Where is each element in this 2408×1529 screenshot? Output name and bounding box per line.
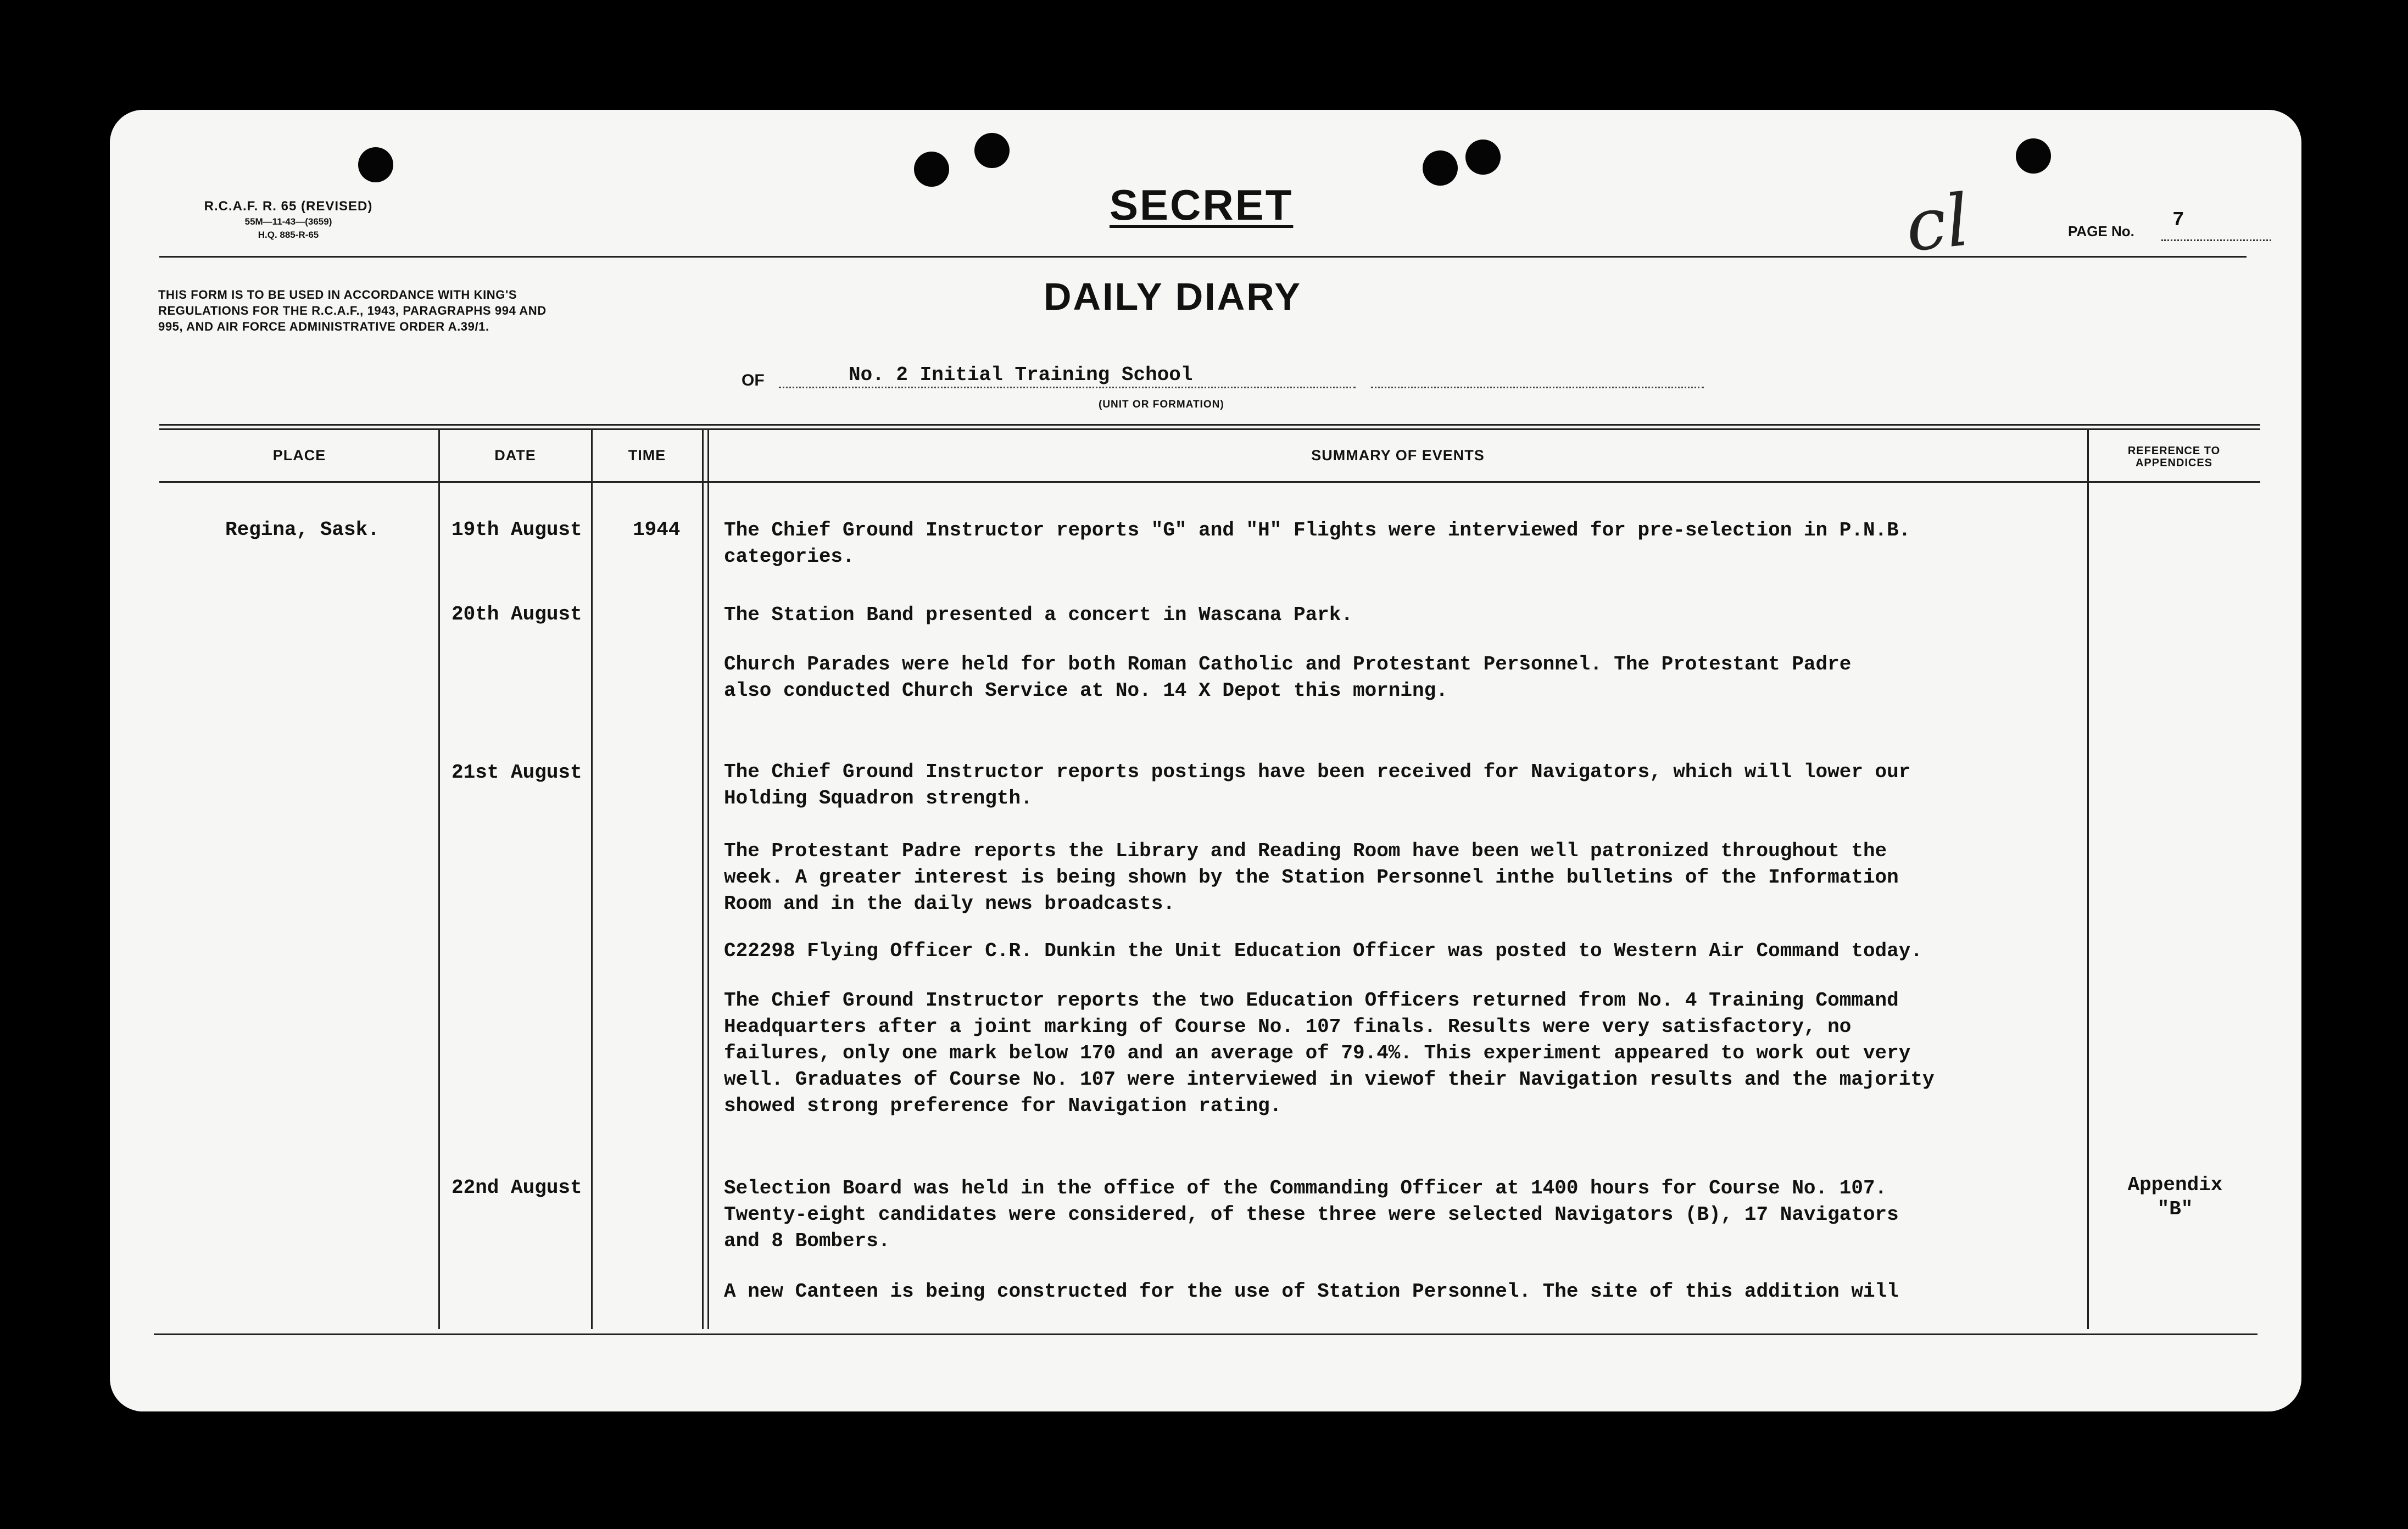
diary-entry: Church Parades were held for both Roman Catholic and Protestant Personnel. The Protestant Padre also conducted Church Service at No. 14 X Depot this morning. xyxy=(724,653,1852,702)
date-cell: 20th August xyxy=(452,603,582,626)
column-header-date: DATE xyxy=(494,447,536,464)
diary-sheet xyxy=(110,110,2301,1411)
page-number-label: PAGE No. xyxy=(2068,223,2134,239)
regulations-note: THIS FORM IS TO BE USED IN ACCORDANCE WITH KING'S REGULATIONS FOR THE R.C.A.F., 1943, PARAGRAPHS 994 AND 995, AND AIR FORCE ADMINISTRATIVE ORDER A.39/1. xyxy=(158,288,547,333)
unit-line xyxy=(779,387,1356,388)
appendix-reference xyxy=(2093,1173,2258,1221)
column-header-time: TIME xyxy=(628,447,666,464)
unit-caption: (UNIT OR FORMATION) xyxy=(1099,399,1224,410)
unit-line-extension xyxy=(1371,387,1704,388)
time-cell: 1944 xyxy=(633,518,681,541)
diary-entry: The Chief Ground Instructor reports "G" and "H" Flights were interviewed for pre-selection in P.N.B. categories. xyxy=(724,519,1911,568)
column-header-place: PLACE xyxy=(272,447,326,464)
table-top-rule xyxy=(159,424,2260,426)
page-number: 7 xyxy=(2172,209,2184,231)
diary-entry: Selection Board was held in the office of the Commanding Officer at 1400 hours for Course No. 107. Twenty-eight candidates were considered, of these three were selected Navigators (B), 17 Navigators and 8 Bombers. xyxy=(724,1177,1899,1252)
diary-entry: The Chief Ground Instructor reports the two Education Officers returned from No. 4 Training Command Headquarters after a joint marking of Course No. 107 finals. Results were very satisfactory, no failures, only one mark below 170 and an average of 79.4%. This experiment appeared to work out very well. Graduates of Course No. 107 were interviewed in viewof their Navigation results and the majority showed strong preference for Navigation rating. xyxy=(724,989,1935,1117)
punch-hole xyxy=(914,152,949,187)
page-number-line xyxy=(2161,239,2271,241)
punch-hole xyxy=(358,147,393,182)
table-top-rule-inner xyxy=(159,428,2260,430)
table-header-rule xyxy=(159,481,2260,483)
hq-code: H.Q. 885-R-65 xyxy=(258,230,319,240)
diary-entry: C22298 Flying Officer C.R. Dunkin the Unit Education Officer was posted to Western Air Command today. xyxy=(724,940,1922,962)
punch-hole xyxy=(1423,150,1458,186)
page-title: DAILY DIARY xyxy=(1044,275,1302,318)
table-bottom-rule xyxy=(154,1333,2258,1335)
punch-hole xyxy=(1465,139,1501,175)
column-divider xyxy=(591,428,593,1329)
appendix-value: "B" xyxy=(2157,1198,2193,1220)
diary-entry: The Protestant Padre reports the Library and Reading Room have been well patronized throughout the week. A greater interest is being shown by the Station Personnel inthe bulletins of the Information Room and in the daily news broadcasts. xyxy=(724,840,1899,915)
place-cell: Regina, Sask. xyxy=(225,518,380,541)
date-cell: 19th August xyxy=(452,518,582,541)
form-number: R.C.A.F. R. 65 (REVISED) xyxy=(204,199,373,214)
diary-entry: The Chief Ground Instructor reports postings have been received for Navigators, which will lower our Holding Squadron strength. xyxy=(724,761,1911,810)
punch-hole xyxy=(974,133,1010,168)
date-cell: 22nd August xyxy=(452,1176,582,1199)
of-label: OF xyxy=(742,371,765,389)
diary-entry: A new Canteen is being constructed for the use of Station Personnel. The site of this addition will xyxy=(724,1280,1899,1303)
unit-name: No. 2 Initial Training School xyxy=(849,364,1193,386)
date-cell: 21st August xyxy=(452,761,582,784)
appendix-label: Appendix xyxy=(2127,1174,2223,1196)
header-rule xyxy=(159,256,2247,258)
diary-entry: The Station Band presented a concert in Wascana Park. xyxy=(724,604,1353,626)
column-divider xyxy=(707,428,709,1329)
column-divider xyxy=(438,428,440,1329)
column-header-reference: REFERENCE TO APPENDICES xyxy=(2127,445,2221,469)
classification-stamp: SECRET xyxy=(1110,181,1294,229)
punch-hole xyxy=(2016,138,2051,174)
column-header-summary: SUMMARY OF EVENTS xyxy=(1311,447,1485,464)
handwritten-initials: cl xyxy=(1902,178,1974,268)
column-divider xyxy=(702,428,704,1329)
print-code: 55M—11-43—(3659) xyxy=(244,216,332,227)
form-identifier xyxy=(170,199,406,241)
